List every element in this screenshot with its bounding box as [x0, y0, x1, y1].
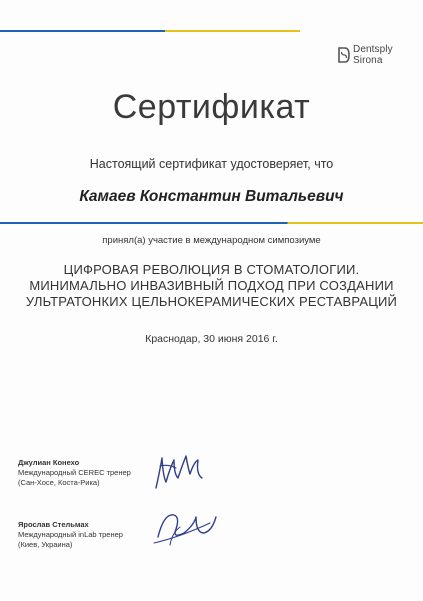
place-and-date: Краснодар, 30 июня 2016 г.	[145, 333, 278, 345]
signer-block	[18, 520, 123, 550]
dentsply-sirona-logo	[336, 44, 416, 72]
signer-location: (Сан-Хосе, Коста-Рика)	[18, 478, 100, 487]
event-title-line: ЦИФРОВАЯ РЕВОЛЮЦИЯ В СТОМАТОЛОГИИ.	[63, 262, 360, 277]
signer-block	[18, 458, 131, 488]
dentsply-sirona-logo-icon	[336, 46, 350, 64]
signature-1	[150, 448, 210, 498]
event-title-line: МИНИМАЛЬНО ИНВАЗИВНЫЙ ПОДХОД ПРИ СОЗДАНИИ	[29, 278, 394, 293]
signer-role: Международный CEREC тренер	[18, 468, 131, 477]
logo-text	[353, 44, 393, 66]
participation-statement: принял(а) участие в международном симпозиуме	[102, 235, 321, 246]
logo-line-2: Sirona	[353, 55, 383, 66]
event-title-line: УЛЬТРАТОНКИХ ЦЕЛЬНОКЕРАМИЧЕСКИХ РЕСТАВРАЦИЙ	[25, 294, 398, 309]
signer-location: (Киев, Украина)	[18, 540, 73, 549]
recipient-name: Камаев Константин Витальевич	[79, 188, 344, 205]
event-title	[0, 262, 423, 310]
signature-2	[150, 503, 222, 551]
middle-divider	[0, 222, 423, 224]
certifies-statement: Настоящий сертификат удостоверяет, что	[89, 157, 334, 171]
signer-role: Международный inLab тренер	[18, 530, 123, 539]
signer-name: Ярослав Стельмах	[18, 520, 89, 529]
logo-line-1: Dentsply	[353, 44, 393, 55]
signer-name: Джулиан Конехо	[18, 458, 80, 467]
certificate-title: Сертификат	[112, 88, 311, 126]
top-divider	[0, 30, 300, 32]
